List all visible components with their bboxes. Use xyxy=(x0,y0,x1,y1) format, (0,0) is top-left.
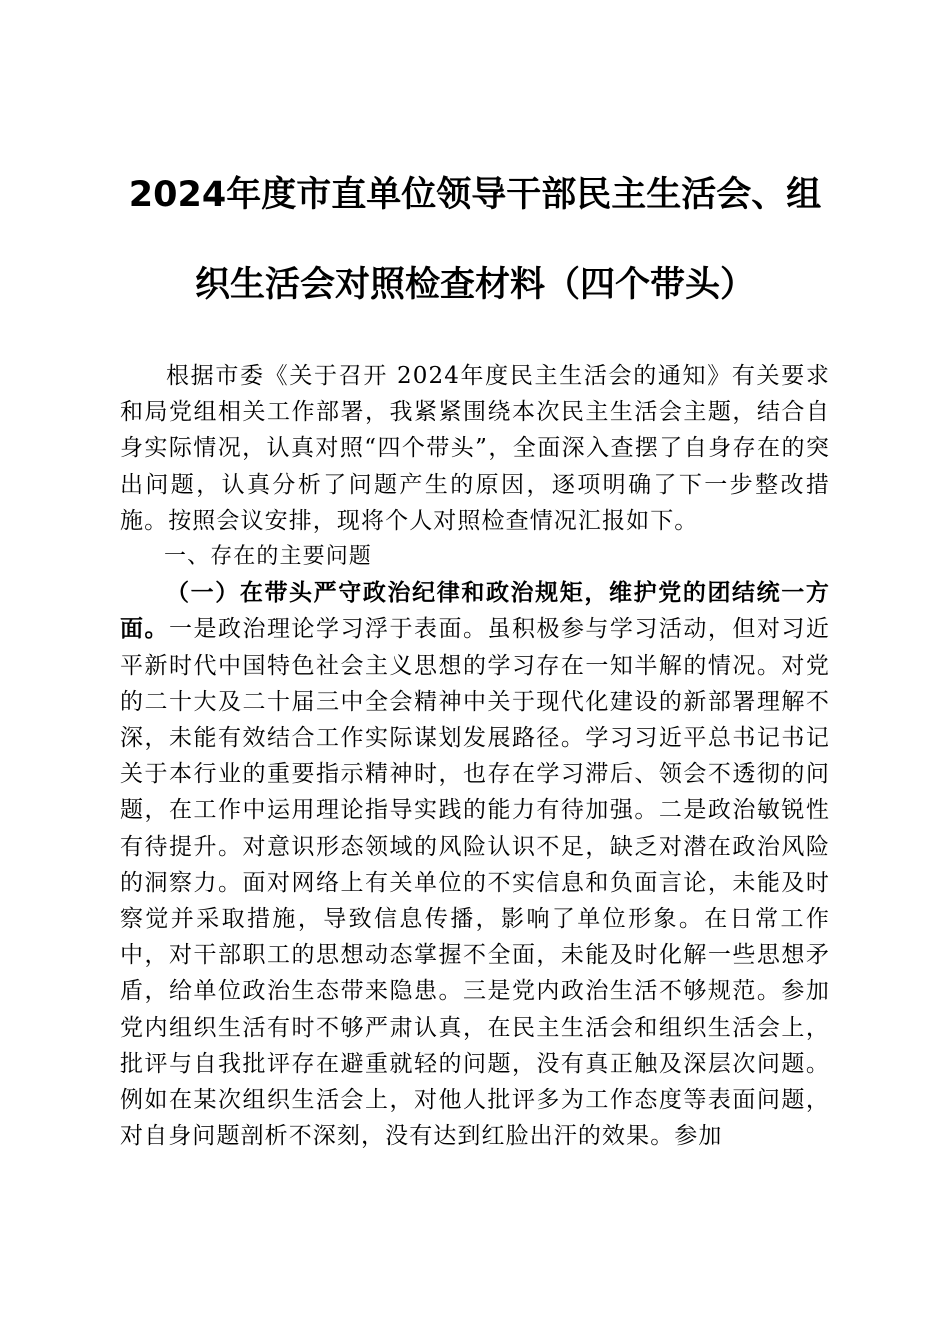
subsection-body-1: 一是政治理论学习浮于表面。虽积极参与学习活动，但对习近平新时代中国特色社会主义思想的学习存在一知半解的情况。对党的二十大及二十届三中全会精神中关于现代化建设的新部署理解不深，未能有效结合工作实际谋划发展路径。学习习近平总书记书记关于本行业的重要指示精神时，也存在学习滞后、领会不透彻的问题，在工作中运用理论指导实践的能力有待加强。二是政治敏锐性有待提升。对意识形态领域的风险认识不足，缺乏对潜在政治风险的洞察力。面对网络上有关单位的不实信息和负面言论，未能及时察觉并采取措施，导致信息传播，影响了单位形象。在日常工作中，对干部职工的思想动态掌握不全面，未能及时化解一些思想矛盾，给单位政治生态带来隐患。三是党内政治生活不够规范。参加党内组织生活有时不够严肃认真，在民主生活会和组织生活会上，批评与自我批评存在避重就轻的问题，没有真正触及深层次问题。例如在某次组织生活会上，对他人批评多为工作态度等表面问题，对自身问题剖析不深刻，没有达到红脸出汗的效果。参加 xyxy=(120,616,831,1150)
subsection-paragraph-1 xyxy=(120,575,830,1154)
subsection-heading-1: （一）在带头严守政治纪律和政治规矩，维护党的团结统一方面。 xyxy=(120,579,830,643)
document-body xyxy=(120,358,830,1154)
title-line-1: 2024年度市直单位领导干部民主生活会、组 xyxy=(128,175,822,215)
document-title xyxy=(120,170,830,310)
section-heading-problems: 一、存在的主要问题 xyxy=(164,544,372,570)
title-line-2: 织生活会对照检查材料（四个带头） xyxy=(194,265,755,305)
intro-paragraph: 根据市委《关于召开 2024年度民主生活会的通知》有关要求和局党组相关工作部署，我紧紧围绕本次民主生活会主题，结合自身实际情况，认真对照“四个带头”，全面深入查摆了自身存在的突出问题，认真分析了问题产生的原因，逐项明确了下一步整改措施。按照会议安排，现将个人对照检查情况汇报如下。 xyxy=(120,363,830,534)
